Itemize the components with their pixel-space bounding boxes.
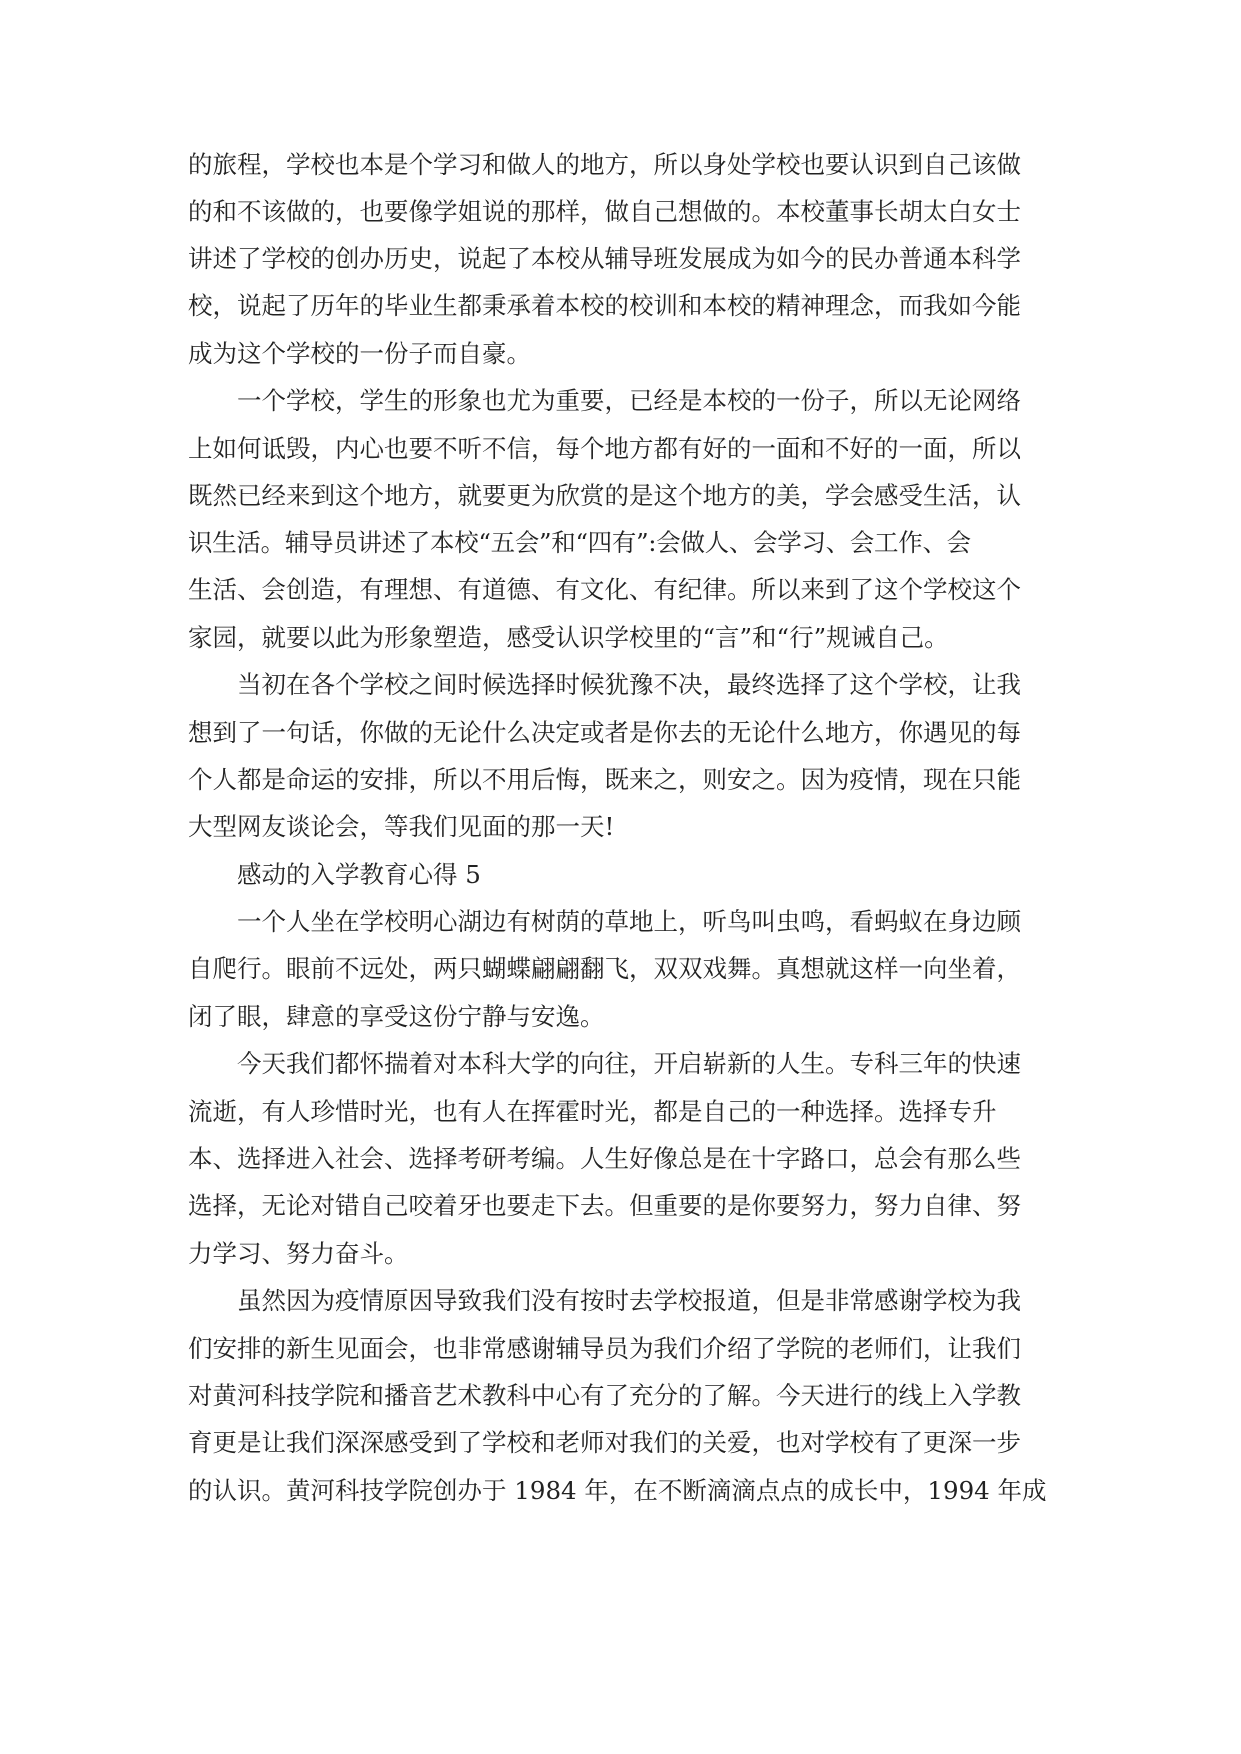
text-line: 当初在各个学校之间时候选择时候犹豫不决，最终选择了这个学校，让我	[237, 670, 1021, 699]
text-line: 生活、会创造，有理想、有道德、有文化、有纪律。所以来到了这个学校这个	[188, 575, 1021, 604]
text-line: 本、选择进入社会、选择考研考编。人生好像总是在十字路口，总会有那么些	[188, 1144, 1021, 1173]
text-line: 今天我们都怀揣着对本科大学的向往，开启崭新的人生。专科三年的快速	[237, 1049, 1021, 1078]
text-line: 既然已经来到这个地方，就要更为欣赏的是这个地方的美，学会感受生活，认	[188, 481, 1021, 510]
text-line: 的和不该做的，也要像学姐说的那样，做自己想做的。本校董事长胡太白女士	[188, 197, 1021, 226]
text-line: 育更是让我们深深感受到了学校和老师对我们的关爱，也对学校有了更深一步	[188, 1428, 1021, 1457]
text-line: 们安排的新生见面会，也非常感谢辅导员为我们介绍了学院的老师们，让我们	[188, 1334, 1021, 1363]
text-line: 自爬行。眼前不远处，两只蝴蝶翩翩翻飞，双双戏舞。真想就这样一向坐着，	[188, 954, 1021, 983]
text-line: 的认识。黄河科技学院创办于 1984 年，在不断滴滴点点的成长中，1994 年成	[188, 1476, 1047, 1505]
text-line: 选择，无论对错自己咬着牙也要走下去。但重要的是你要努力，努力自律、努	[188, 1191, 1021, 1220]
text-line: 流逝，有人珍惜时光，也有人在挥霍时光，都是自己的一种选择。选择专升	[188, 1097, 997, 1126]
text-line: 虽然因为疫情原因导致我们没有按时去学校报道，但是非常感谢学校为我	[237, 1286, 1021, 1315]
text-line: 家园，就要以此为形象塑造，感受认识学校里的“言”和“行”规诫自己。	[188, 623, 949, 652]
text-line: 识生活。辅导员讲述了本校“五会”和“四有”:会做人、会学习、会工作、会	[188, 528, 971, 557]
text-line: 一个人坐在学校明心湖边有树荫的草地上，听鸟叫虫鸣，看蚂蚁在身边顾	[237, 907, 1021, 936]
text-line: 对黄河科技学院和播音艺术教科中心有了充分的了解。今天进行的线上入学教	[188, 1381, 1021, 1410]
text-line: 个人都是命运的安排，所以不用后悔，既来之，则安之。因为疫情，现在只能	[188, 765, 1021, 794]
text-line: 成为这个学校的一份子而自豪。	[188, 339, 531, 368]
section-heading: 感动的入学教育心得 5	[237, 860, 481, 889]
text-line: 上如何诋毁，内心也要不听不信，每个地方都有好的一面和不好的一面，所以	[188, 434, 1021, 463]
text-line: 一个学校，学生的形象也尤为重要，已经是本校的一份子，所以无论网络	[237, 386, 1021, 415]
text-line: 校，说起了历年的毕业生都秉承着本校的校训和本校的精神理念，而我如今能	[188, 291, 1021, 320]
text-line: 想到了一句话，你做的无论什么决定或者是你去的无论什么地方，你遇见的每	[188, 718, 1021, 747]
text-line: 闭了眼，肆意的享受这份宁静与安逸。	[188, 1002, 605, 1031]
text-line: 的旅程，学校也本是个学习和做人的地方，所以身处学校也要认识到自己该做	[188, 150, 1021, 179]
text-line: 大型网友谈论会，等我们见面的那一天!	[188, 812, 615, 841]
text-line: 力学习、努力奋斗。	[188, 1239, 409, 1268]
text-line: 讲述了学校的创办历史，说起了本校从辅导班发展成为如今的民办普通本科学	[188, 244, 1021, 273]
